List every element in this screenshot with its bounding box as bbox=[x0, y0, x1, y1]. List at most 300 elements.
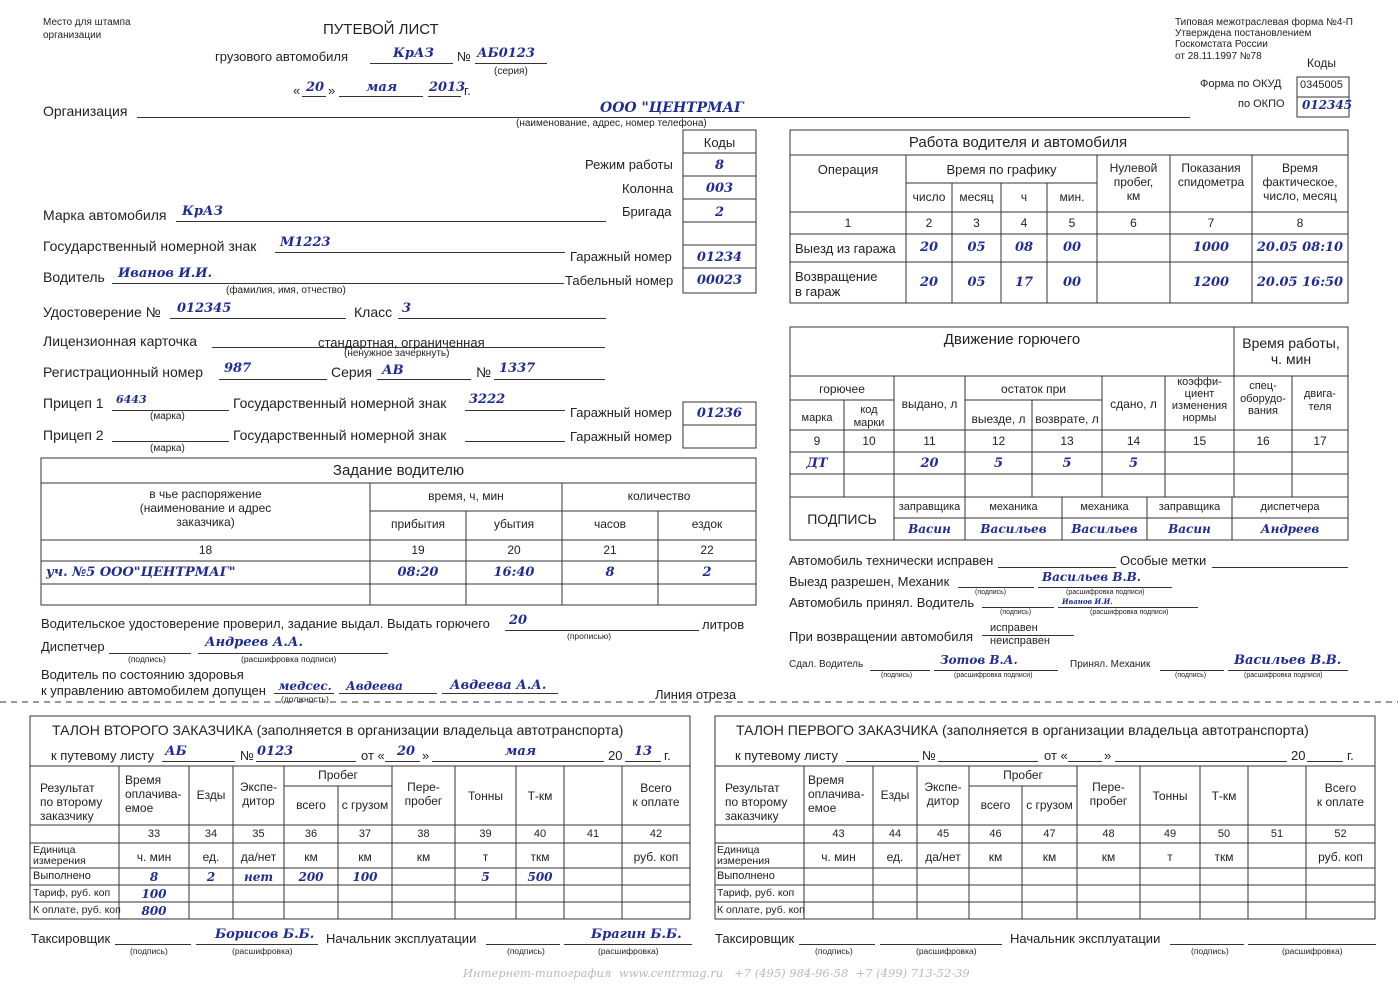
coupon2-col-num: 36 bbox=[304, 828, 318, 840]
fuel-sign-refueler: заправщика bbox=[898, 501, 961, 513]
coupon1-col-num: 50 bbox=[1217, 828, 1231, 840]
work-header-month: месяц bbox=[959, 190, 994, 204]
fuel-sign-label: ПОДПИСЬ bbox=[807, 511, 877, 527]
work-col-num: 6 bbox=[1130, 216, 1137, 230]
exit-sign-underline bbox=[958, 587, 1034, 588]
coupon2-pay-label: К оплате, руб. коп bbox=[33, 904, 121, 916]
med-sign-underline bbox=[339, 693, 437, 694]
work-return-label: Возвращение в гараж bbox=[795, 269, 878, 299]
trailer2-garage-label: Гаражный номер bbox=[570, 429, 672, 444]
coupon1-col-num: 43 bbox=[832, 828, 845, 840]
coupon1-h-result: Результат по второму заказчику bbox=[725, 781, 788, 823]
exit-mechanic-value: Васильев В.В. bbox=[1042, 570, 1141, 584]
plate-label: Государственный номерной знак bbox=[43, 238, 257, 254]
brand-label: Марка автомобиля bbox=[43, 207, 167, 223]
garage-number-label: Гаражный номер bbox=[570, 249, 672, 264]
work-mode-label: Режим работы bbox=[585, 157, 673, 172]
class-value: 3 bbox=[402, 301, 412, 316]
trailer1-value: 6443 bbox=[116, 393, 147, 406]
coupon2-col-num: 37 bbox=[358, 828, 372, 840]
coupon1-col-num: 48 bbox=[1102, 828, 1115, 840]
brand-value: КрАЗ bbox=[182, 204, 223, 219]
work-title: Работа водителя и автомобиля bbox=[908, 134, 1128, 151]
fuel-col-num: 9 bbox=[813, 434, 821, 448]
work-col-num: 2 bbox=[925, 216, 933, 230]
okpo-label: по ОКПО bbox=[1238, 98, 1285, 110]
fuel-header-handed: сдано, л bbox=[1110, 397, 1157, 411]
fuel-sign-mechanic: механика bbox=[989, 501, 1038, 513]
task-departure-value: 16:40 bbox=[493, 565, 535, 580]
coupon2-no-label: № bbox=[240, 748, 254, 763]
brand-underline bbox=[176, 221, 606, 222]
coupon1-done-label: Выполнено bbox=[717, 870, 775, 882]
coupon1-year-underline bbox=[1307, 761, 1343, 762]
handed-name-underline bbox=[934, 670, 1058, 671]
coupon2-taxi-value: Борисов Б.Б. bbox=[215, 927, 315, 942]
coupon2-day-value: 20 bbox=[397, 744, 416, 759]
vehicle-value: КрАЗ bbox=[393, 46, 434, 61]
dispatcher-decode-caption: (расшифровка подписи) bbox=[241, 654, 337, 664]
special-marks-underline bbox=[1212, 567, 1348, 568]
fuel-header-brand: марка bbox=[801, 412, 833, 424]
plate-value: М1223 bbox=[280, 235, 331, 250]
work-out-label: Выезд из гаража bbox=[795, 241, 896, 256]
brigade-label: Бригада bbox=[622, 204, 672, 219]
driver-caption: (фамилия, имя, отчество) bbox=[226, 285, 346, 296]
coupon1-to-list: к путевому листу bbox=[735, 748, 839, 763]
coupon2-done-tkm: 500 bbox=[527, 870, 553, 884]
reg-series-value: АВ bbox=[382, 363, 404, 378]
task-customer-value: уч. №5 ООО"ЦЕНТРМАГ" bbox=[46, 565, 236, 580]
coupon2-from-label: от « bbox=[361, 748, 385, 763]
coupon2-title: ТАЛОН ВТОРОГО ЗАКАЗЧИКА (заполняется в организации владельца автотранспорта) bbox=[52, 722, 624, 738]
trailer1-garage-label: Гаражный номер bbox=[570, 405, 672, 420]
license-label: Удостоверение № bbox=[43, 304, 161, 320]
coupon2-done-trips: 2 bbox=[206, 870, 216, 884]
reg-series-label: Серия bbox=[331, 364, 373, 380]
fuel-handed-value: 5 bbox=[1128, 456, 1139, 471]
coupon1-no-underline bbox=[938, 761, 1038, 762]
work-header-operation: Операция bbox=[817, 162, 879, 177]
fuel-work-time-header: Время работы, ч. мин bbox=[1242, 335, 1340, 368]
coupon2-no-underline bbox=[256, 761, 356, 762]
reg-no-underline bbox=[494, 379, 605, 380]
work-col-num: 5 bbox=[1068, 216, 1076, 230]
dispatcher-sign-caption: (подпись) bbox=[128, 654, 166, 664]
handed-sign-caption: (подпись) bbox=[881, 672, 913, 679]
task-header-departure: убытия bbox=[493, 517, 535, 531]
coupon1-unit: км bbox=[1042, 850, 1057, 864]
coupon1-unit: ед. bbox=[886, 850, 904, 864]
fuel-sign-refueler: заправщика bbox=[1158, 501, 1221, 513]
coupon2-pay-value: 800 bbox=[141, 904, 167, 918]
coupon1-chief-label: Начальник эксплуатации bbox=[1010, 931, 1161, 946]
coupon2-unit: ч. мин bbox=[136, 850, 172, 864]
series-underline bbox=[475, 63, 547, 64]
coupon1-close-quote: » bbox=[1104, 748, 1112, 763]
coupon1-unit: ткм bbox=[1214, 850, 1234, 864]
fuel-issued-value: 20 bbox=[920, 456, 939, 471]
coupon1-unit: да/нет bbox=[925, 850, 961, 864]
coupon1-col-num: 51 bbox=[1270, 828, 1284, 840]
coupon2-unit: ед. bbox=[202, 850, 220, 864]
fuel-header-out: выезде, л bbox=[971, 412, 1026, 426]
fuel-header-code: код марки bbox=[853, 404, 885, 429]
license-card-label: Лицензионная карточка bbox=[43, 333, 198, 349]
org-caption: (наименование, адрес, номер телефона) bbox=[516, 118, 707, 129]
task-header-customer: в чье распоряжение (наименование и адрес заказчика) bbox=[139, 487, 272, 529]
exit-name-underline bbox=[1038, 587, 1172, 588]
coupon2-done-total: 200 bbox=[298, 870, 324, 884]
task-header-time: время, ч, мин bbox=[428, 489, 504, 503]
coupon2-h-total: всего bbox=[296, 798, 326, 812]
class-underline bbox=[398, 318, 606, 319]
health-text: Водитель по состоянию здоровья к управлению автомобилем допущен bbox=[41, 667, 266, 698]
coupon2-h-over: Пере- пробег bbox=[404, 780, 443, 808]
coupon2-chief-label: Начальник эксплуатации bbox=[326, 931, 477, 946]
coupon1-chief-name-underline bbox=[1248, 944, 1376, 945]
task-col-num: 18 bbox=[198, 543, 213, 557]
coupon2-unit: ткм bbox=[530, 850, 550, 864]
date-month: мая bbox=[366, 80, 398, 95]
coupon1-chief-decode-caption: (расшифровка) bbox=[1282, 946, 1343, 956]
coupon1-h-tkm: Т-км bbox=[1211, 789, 1237, 803]
received-mech-label: Принял. Механик bbox=[1070, 659, 1151, 670]
date-open-quote: « bbox=[293, 83, 301, 98]
task-col-num: 22 bbox=[700, 543, 714, 557]
coupon2-chief-sign-caption: (подпись) bbox=[507, 946, 545, 956]
task-col-num: 21 bbox=[603, 543, 617, 557]
coupon1-taxi-name-underline bbox=[880, 944, 1002, 945]
coupon1-unit: км bbox=[988, 850, 1003, 864]
fuel-sign-dispatcher: диспетчера bbox=[1260, 501, 1320, 513]
day-underline bbox=[302, 96, 326, 97]
trailer1-label: Прицеп 1 bbox=[43, 395, 104, 411]
codes-header: Коды bbox=[703, 135, 736, 150]
coupon1-month-underline bbox=[1115, 761, 1287, 762]
reg-no-value: 1337 bbox=[499, 361, 536, 376]
coupon2-unit: т bbox=[482, 850, 489, 864]
coupon2-unit-label: Единица измерения bbox=[33, 844, 86, 867]
coupon2-chief-decode-caption: (расшифровка) bbox=[598, 946, 659, 956]
fuel-sign-value: Васильев bbox=[980, 522, 1047, 536]
fuel-header-engine: двига- теля bbox=[1304, 388, 1336, 413]
coupon2-no-value: 0123 bbox=[257, 744, 294, 759]
received-name-underline bbox=[1228, 670, 1348, 671]
coupon1-unit: руб. коп bbox=[1318, 850, 1363, 864]
med-position-caption: (должность) bbox=[281, 694, 329, 704]
coupon1-taxi-label: Таксировщик bbox=[715, 931, 795, 946]
series-caption: (серия) bbox=[494, 66, 528, 77]
handed-driver-label: Сдал. Водитель bbox=[789, 659, 864, 670]
okpo-value: 012345 bbox=[1302, 98, 1353, 112]
tech-ok-label: Автомобиль технически исправен bbox=[789, 553, 994, 568]
coupon2-taxi-sign-underline bbox=[115, 944, 191, 945]
work-return-day: 20 bbox=[919, 275, 939, 290]
trailer2-underline bbox=[112, 441, 229, 442]
coupon2-chief-sign-underline bbox=[486, 944, 560, 945]
brigade-value: 2 bbox=[714, 205, 725, 220]
coupon2-h-tkm: Т-км bbox=[527, 789, 553, 803]
coupon2-taxi-sign-caption: (подпись) bbox=[130, 946, 168, 956]
fuel-sign-value: Андреев bbox=[1260, 522, 1320, 536]
coupon1-pay-label: К оплате, руб. коп bbox=[717, 904, 805, 916]
received-sign-caption: (подпись) bbox=[1175, 672, 1207, 679]
coupon2-h-trips: Езды bbox=[196, 788, 226, 802]
license-underline bbox=[170, 318, 346, 319]
coupon2-unit: км bbox=[358, 850, 372, 864]
fuel-title: Движение горючего bbox=[943, 331, 1081, 348]
task-col-num: 19 bbox=[411, 543, 425, 557]
work-col-num: 4 bbox=[1020, 216, 1028, 230]
date-day: 20 bbox=[306, 80, 325, 95]
coupon2-done-forwarder: нет bbox=[243, 870, 274, 884]
coupon1-g: г. bbox=[1347, 748, 1354, 763]
med-position-value: медсес. bbox=[278, 679, 332, 693]
received-decode-caption: (расшифровка подписи) bbox=[1244, 672, 1323, 679]
coupon1-h-trips: Езды bbox=[880, 788, 910, 802]
work-return-min: 00 bbox=[1062, 275, 1082, 290]
exit-sign-caption: (подпись) bbox=[975, 589, 1007, 596]
reg-underline bbox=[219, 379, 327, 380]
work-col-num: 1 bbox=[844, 216, 852, 230]
work-header-day: число bbox=[912, 190, 946, 204]
coupon1-h-pay: Всего к оплате bbox=[1316, 781, 1365, 809]
coupon2-chief-name-underline bbox=[564, 944, 692, 945]
task-col-num: 20 bbox=[507, 543, 521, 557]
task-header-hours: часов bbox=[593, 517, 627, 531]
work-return-actual: 20.05 16:50 bbox=[1256, 275, 1344, 290]
fuel-rest-ret-value: 5 bbox=[1062, 456, 1072, 471]
driver-underline bbox=[112, 283, 564, 284]
stamp-place-label: Место для штампа организации bbox=[43, 17, 131, 41]
coupon2-col-num: 40 bbox=[533, 828, 547, 840]
on-return-ok: исправен bbox=[990, 622, 1038, 634]
coupon2-taxi-decode-caption: (расшифровка) bbox=[232, 946, 293, 956]
coupon1-from-label: от « bbox=[1044, 748, 1068, 763]
handed-driver-value: Зотов В.А. bbox=[940, 653, 1018, 667]
work-return-month: 05 bbox=[967, 275, 986, 290]
exit-allowed-label: Выезд разрешен, Механик bbox=[789, 574, 950, 589]
coupon2-tariff-value: 100 bbox=[141, 887, 167, 901]
task-arrival-value: 08:20 bbox=[397, 565, 439, 580]
dispatcher-value: Андреев А.А. bbox=[205, 635, 304, 650]
handed-sign-underline bbox=[870, 670, 930, 671]
trailer2-plate-underline bbox=[465, 441, 565, 442]
fuel-header-special: спец- оборудо- вания bbox=[1240, 380, 1286, 418]
work-header-speedo: Показания спидометра bbox=[1177, 161, 1245, 189]
fuel-col-num: 12 bbox=[991, 434, 1006, 448]
reg-number-value: 987 bbox=[224, 361, 252, 376]
work-out-hour: 08 bbox=[1014, 240, 1034, 255]
fuel-col-num: 13 bbox=[1060, 434, 1074, 448]
footer-watermark: Интернет-типография www.centrmag.ru +7 (495) 984-96-58 +7 (499) 713-52-39 bbox=[463, 966, 970, 980]
license-card-value: стандартная, ограниченная bbox=[318, 335, 485, 350]
coupon1-series-underline bbox=[846, 761, 919, 762]
accepted-decode-caption: (расшифровка подписи) bbox=[1090, 609, 1169, 616]
coupon2-unit: руб. коп bbox=[633, 850, 679, 864]
coupon2-unit: км bbox=[304, 850, 318, 864]
fuel-header-rest: остаток при bbox=[1001, 382, 1066, 396]
fuel-col-num: 17 bbox=[1313, 434, 1327, 448]
work-return-hour: 17 bbox=[1014, 275, 1034, 290]
fuel-header-coef: коэффи- циент изменения нормы bbox=[1171, 376, 1228, 424]
coupon2-h-tons: Тонны bbox=[468, 789, 503, 803]
trailer1-plate-underline bbox=[465, 410, 565, 411]
coupon2-col-num: 38 bbox=[417, 828, 430, 840]
series-number-value: АБ0123 bbox=[477, 46, 535, 61]
okud-value: 0345005 bbox=[1300, 79, 1343, 91]
exit-decode-caption: (расшифровка подписи) bbox=[1066, 589, 1145, 596]
task-title: Задание водителю bbox=[332, 462, 465, 479]
cut-line-label: Линия отреза bbox=[655, 687, 737, 702]
coupon2-h-result: Результат по второму заказчику bbox=[40, 781, 103, 823]
task-header-qty: количество bbox=[627, 489, 691, 503]
date-close-quote: » bbox=[328, 83, 336, 98]
coupon1-unit: км bbox=[1101, 850, 1116, 864]
tech-ok-underline bbox=[998, 567, 1116, 568]
fuel-rest-out-value: 5 bbox=[993, 456, 1004, 471]
fuel-col-num: 10 bbox=[862, 434, 876, 448]
vehicle-underline bbox=[370, 63, 453, 64]
trailer2-label: Прицеп 2 bbox=[43, 427, 104, 443]
org-label: Организация bbox=[43, 103, 128, 119]
coupon2-year-value: 13 bbox=[634, 744, 653, 759]
coupon2-taxi-name-underline bbox=[196, 944, 318, 945]
form-subtitle: грузового автомобиля bbox=[215, 49, 349, 64]
coupon2-h-cargo: с грузом bbox=[341, 798, 389, 812]
coupon2-unit: км bbox=[416, 850, 431, 864]
coupon2-taxi-label: Таксировщик bbox=[31, 931, 111, 946]
fuel-col-num: 14 bbox=[1126, 434, 1141, 448]
received-mech-value: Васильев В.В. bbox=[1234, 653, 1342, 668]
coupon1-h-cargo: с грузом bbox=[1026, 798, 1073, 812]
class-label: Класс bbox=[354, 304, 393, 320]
work-out-min: 00 bbox=[1062, 240, 1082, 255]
driver-value: Иванов И.И. bbox=[118, 266, 213, 281]
task-header-arrival: прибытия bbox=[390, 517, 446, 531]
coupon1-no-label: № bbox=[922, 748, 936, 763]
task-header-trips: ездок bbox=[691, 517, 723, 531]
garage-number-value: 01234 bbox=[696, 250, 743, 265]
coupon2-year-underline bbox=[625, 761, 661, 762]
fuel-header-fuel: горючее bbox=[819, 382, 865, 396]
trailer2-plate-label: Государственный номерной знак bbox=[233, 427, 447, 443]
date-year: 2013 bbox=[429, 80, 466, 95]
med-sign-value: Авдеева bbox=[346, 679, 403, 693]
fuel-col-num: 15 bbox=[1192, 434, 1207, 448]
fuel-sign-value: Васин bbox=[908, 522, 951, 536]
work-mode-value: 8 bbox=[714, 158, 725, 173]
coupon2-done-tons: 5 bbox=[481, 870, 490, 884]
special-marks-label: Особые метки bbox=[1120, 553, 1207, 568]
trailer2-caption: (марка) bbox=[150, 443, 185, 454]
fuel-issue-text: Водительское удостоверение проверил, задание выдал. Выдать горючего bbox=[41, 616, 490, 631]
med-name-value: Авдеева А.А. bbox=[450, 678, 547, 693]
work-out-month: 05 bbox=[967, 240, 986, 255]
work-col-num: 8 bbox=[1296, 216, 1304, 230]
fuel-issue-caption: (прописью) bbox=[567, 631, 612, 641]
work-header-actual: Время фактическое, число, месяц bbox=[1262, 161, 1338, 203]
year-underline bbox=[428, 96, 461, 97]
work-header-zero: Нулевой пробег, км bbox=[1109, 161, 1158, 203]
coupon2-col-num: 42 bbox=[649, 828, 663, 840]
coupon1-h-forwarder: Экспе- дитор bbox=[924, 780, 962, 808]
coupon1-title: ТАЛОН ПЕРВОГО ЗАКАЗЧИКА (заполняется в организации владельца автотранспорта) bbox=[736, 722, 1309, 738]
on-return-label: При возвращении автомобиля bbox=[789, 629, 974, 644]
fuel-issue-unit: литров bbox=[702, 617, 745, 632]
coupon1-day-underline bbox=[1068, 761, 1102, 762]
coupon2-chief-value: Брагин Б.Б. bbox=[591, 927, 682, 942]
trailer1-garage-value: 01236 bbox=[696, 406, 743, 421]
accepted-name-underline bbox=[1058, 607, 1198, 608]
coupon1-h-total: всего bbox=[980, 798, 1011, 812]
org-value: ООО "ЦЕНТРМАГ bbox=[600, 100, 744, 116]
coupon2-tariff-label: Тариф, руб. коп bbox=[33, 887, 111, 899]
tab-number-label: Табельный номер bbox=[565, 273, 674, 288]
coupon2-done-time: 8 bbox=[149, 870, 159, 884]
work-out-day: 20 bbox=[919, 240, 939, 255]
dispatcher-label: Диспетчер bbox=[41, 639, 105, 654]
coupon2-done-label: Выполнено bbox=[33, 870, 91, 882]
work-col-num: 7 bbox=[1207, 216, 1215, 230]
work-header-schedule: Время по графику bbox=[946, 162, 1057, 177]
fuel-header-ret: возврате, л bbox=[1035, 412, 1099, 426]
coupon2-col-num: 41 bbox=[586, 828, 600, 840]
license-card-caption: (ненужное зачеркнуть) bbox=[344, 348, 450, 359]
fuel-sign-mechanic: механика bbox=[1080, 501, 1129, 513]
coupon1-col-num: 49 bbox=[1163, 828, 1177, 840]
coupon2-h-time: Время оплачива- емое bbox=[125, 773, 182, 815]
coupon1-chief-sign-underline bbox=[1170, 944, 1244, 945]
work-header-min: мин. bbox=[1059, 190, 1085, 204]
trailer1-plate-label: Государственный номерной знак bbox=[233, 395, 447, 411]
coupon2-day-underline bbox=[385, 761, 420, 762]
accepted-sign-underline bbox=[982, 607, 1054, 608]
task-trips-value: 2 bbox=[702, 565, 712, 580]
okud-label: Форма по ОКУД bbox=[1200, 78, 1282, 90]
on-return-not-ok: неисправен bbox=[990, 635, 1050, 647]
coupon1-h-over: Пере- пробег bbox=[1089, 780, 1128, 808]
coupon2-col-num: 33 bbox=[147, 828, 161, 840]
work-header-hour: ч bbox=[1020, 190, 1028, 204]
reg-series-underline bbox=[377, 379, 471, 380]
fuel-brand-value: ДТ bbox=[806, 456, 828, 471]
column-value: 003 bbox=[705, 181, 734, 196]
plate-underline bbox=[275, 252, 565, 253]
coupon2-year-prefix: 20 bbox=[608, 748, 623, 763]
coupon2-to-list: к путевому листу bbox=[51, 748, 155, 763]
coupon1-col-num: 45 bbox=[936, 828, 950, 840]
handed-decode-caption: (расшифровка подписи) bbox=[954, 672, 1033, 679]
tab-number-value: 00023 bbox=[696, 273, 743, 288]
coupon1-unit-label: Единица измерения bbox=[717, 844, 770, 867]
task-hours-value: 8 bbox=[605, 565, 615, 580]
coupon1-taxi-decode-caption: (расшифровка) bbox=[916, 946, 977, 956]
fuel-issue-value: 20 bbox=[509, 613, 528, 628]
driver-label: Водитель bbox=[43, 269, 105, 285]
work-out-actual: 20.05 08:10 bbox=[1256, 240, 1344, 255]
work-col-num: 3 bbox=[973, 216, 980, 230]
work-out-speedo: 1000 bbox=[1192, 240, 1230, 255]
column-label: Колонна bbox=[622, 181, 674, 196]
coupon1-taxi-sign-underline bbox=[799, 944, 875, 945]
fuel-col-num: 11 bbox=[923, 434, 936, 448]
coupon2-h-pay: Всего к оплате bbox=[632, 781, 680, 809]
typical-form-note: Типовая межотраслевая форма №4-П Утверждена постановлением Госкомстата России от 28.11.1997 №78 bbox=[1175, 17, 1353, 62]
coupon1-taxi-sign-caption: (подпись) bbox=[815, 946, 853, 956]
coupon1-tariff-label: Тариф, руб. коп bbox=[717, 887, 795, 899]
